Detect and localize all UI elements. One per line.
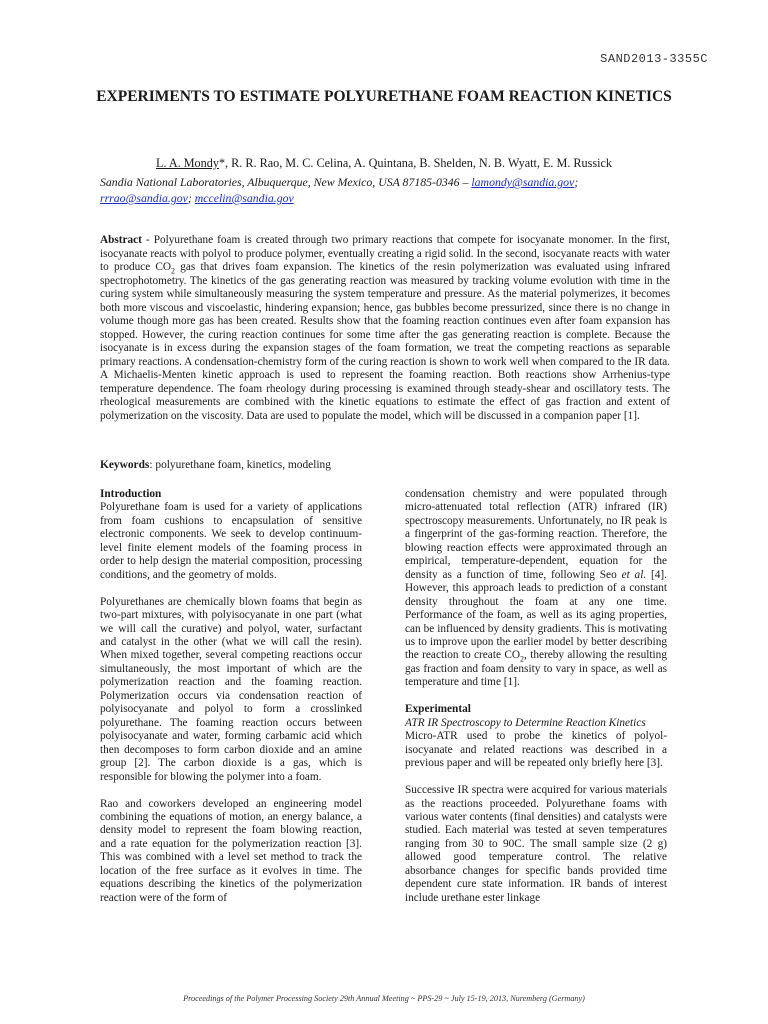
page-footer: Proceedings of the Polymer Processing Society 29th Annual Meeting ~ PPS-29 ~ July 15-19, 2013, Nuremberg (Germany)	[183, 994, 585, 1003]
email-separator: ;	[187, 191, 192, 205]
affiliation	[100, 174, 680, 206]
intro-paragraph-continued	[405, 488, 667, 690]
keywords-text: : polyurethane foam, kinetics, modeling	[149, 459, 331, 471]
continued-text-2: [4]. However, this approach leads to prediction of a constant density throughout the foam at any one time. Performance of the foam, as well as its aging properties, can be influenced by density gradients. This is motivating us to improve upon the earlier model by better describing the reaction to create CO	[405, 568, 668, 662]
co2-subscript: 2	[520, 654, 525, 664]
keywords-label: Keywords	[100, 459, 150, 471]
intro-paragraph-1: Polyurethane foam is used for a variety of applications from foam cushions to encapsulation of sensitive electronic components. We seek to develop continuum-level finite element models of the foaming process in order to help design the material composition, processing conditions, and the geometry of molds.	[100, 501, 362, 581]
experimental-paragraph-2: Successive IR spectra were acquired for various materials as the reactions proceeded. Polyurethane foams with various water contents (final densities) and catalysts were studied. Each material was tested at seven temperatures ranging from 30 to 90C. The small sample size (2 g) allowed good temperature control. The relative absorbance changes for specific bands provided time dependent cure state information. IR bands of interest include urethane ester linkage	[405, 784, 667, 904]
email-separator: ;	[574, 175, 579, 189]
first-author: L. A. Mondy	[155, 156, 219, 170]
right-column	[405, 488, 667, 919]
email-link-celina[interactable]: mccelin@sandia.gov	[194, 191, 294, 205]
keywords	[100, 458, 670, 472]
subsection-heading-atr: ATR IR Spectroscopy to Determine Reaction Kinetics	[405, 716, 646, 729]
author-list	[100, 156, 668, 171]
left-column	[100, 488, 362, 919]
abstract-text-1: - Polyurethane foam is created through two primary reactions that compete for isocyanate monomer. In the first, isocyanate reacts with polyol to produce polymer, eventually creating a rigid solid. In the second, isocyanate reacts with water to produce CO	[100, 234, 670, 273]
experimental-paragraph-1: Micro-ATR used to probe the kinetics of polyol-isocyanate and related reactions was described in a previous paper and will be repeated only briefly here [3].	[405, 730, 667, 770]
intro-paragraph-3: Rao and coworkers developed an engineering model combining the equations of motion, an energy balance, a density model to represent the foam blowing reaction, and a rate equation for the polymerization reaction [3]. This was combined with a level set method to track the location of the free surface as it evolves in time. The equations describing the kinetics of the polymerization reaction were of the form of	[100, 797, 362, 904]
continued-text-3: , thereby allowing the resulting gas fraction and foam density to vary in space, as well as temperature and time [1].	[405, 649, 667, 689]
report-id: SAND2013-3355C	[600, 52, 708, 66]
section-heading-experimental: Experimental	[405, 703, 471, 716]
abstract-label: Abstract	[100, 234, 142, 246]
continued-text-1: condensation chemistry and were populated through micro-attenuated total reflection (ATR) infrared (IR) spectroscopy measurements. Unfortunately, no IR peak is a fingerprint of the gas-forming reaction. Therefore, the blowing reaction effects were approximated through an empirical, temperature-dependent, equation for the density as a function of time, following Seo	[405, 488, 667, 581]
other-authors: *, R. R. Rao, M. C. Celina, A. Quintana, B. Shelden, N. B. Wyatt, E. M. Russick	[218, 156, 613, 170]
paper-title: EXPERIMENTS TO ESTIMATE POLYURETHANE FOAM REACTION KINETICS	[96, 88, 672, 105]
email-link-rao[interactable]: rrrao@sandia.gov	[100, 191, 188, 205]
et-al: et al.	[621, 568, 647, 581]
section-heading-introduction: Introduction	[100, 488, 162, 500]
abstract	[100, 234, 670, 423]
abstract-subscript: 2	[171, 266, 176, 276]
abstract-text-2: gas that drives foam expansion. The kinetics of the resin polymerization was evaluated using infrared spectrophotometry. The kinetics of the gas generating reaction was measured by tracking volume evolution with time in the curing system while simultaneously measuring the system temperature and pressure. As the material polymerizes, it becomes both more viscous and viscoelastic, hindering expansion; hence, gas bubbles become pressurized, since there is no change in volume though more gas has been created. Results show that the foaming reaction continues even after foam expansion has stopped. However, the curing reaction continues for some time after the gas generating reaction is complete. Because the isocyanate is in excess during the expansion stages of the foam formation, we treat the competing reactions as separable primary reactions. A condensation-chemistry form of the curing reaction is shown to work well when compared to the IR data. A Michaelis-Menten kinetic approach is used to represent the foaming reaction. Both reactions show Arrhenius-type temperature dependence. The foam rheology during processing is examined through steady-shear and oscillatory tests. The rheological measurements are combined with the kinetic equations to estimate the effect of gas fraction and extent of polymerization on the viscosity. Data are used to populate the model, which will be discussed in a companion paper [1].	[100, 261, 670, 422]
email-link-mondy[interactable]: lamondy@sandia.gov	[471, 175, 575, 189]
intro-paragraph-2: Polyurethanes are chemically blown foams that begin as two-part mixtures, with polyisocyanate in one part (what we will call the curative) and polyol, water, surfactant and catalyst in the other (what we will call the resin). When mixed together, several competing reactions occur simultaneously, the most important of which are the polymerization reaction and the foaming reaction. Polymerization occurs via condensation reaction of polyisocyanate and polyol to form a crosslinked polyurethane. The foaming reaction occurs between polyisocyanate and water, forming carbamic acid which then decomposes to form carbon dioxide and an amine group [2]. The carbon dioxide is a gas, which is responsible for blowing the polymer into a foam.	[100, 595, 362, 783]
affiliation-text: Sandia National Laboratories, Albuquerque, New Mexico, USA 87185-0346 –	[100, 175, 469, 189]
